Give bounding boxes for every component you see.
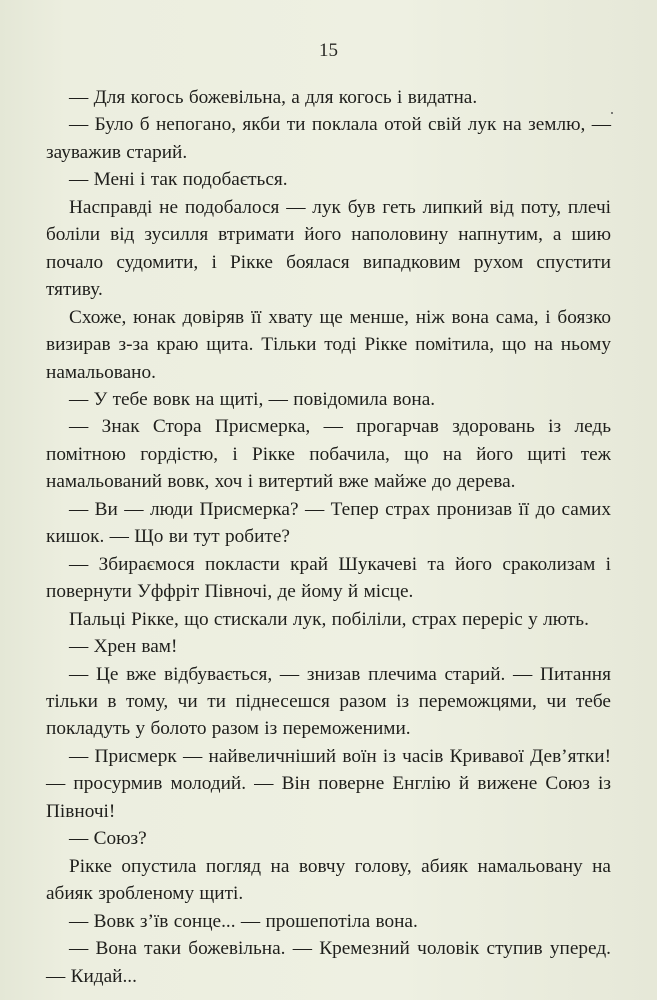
paragraph: Рікке опустила погляд на вовчу голову, абияк намальовану на абияк зробленому щиті. bbox=[46, 855, 611, 905]
paragraph: — Присмерк — найвеличніший воїн із часів Кривавої Дев’ятки! — просурмив молодий. — Він поверне Енглію й вижене Союз із Півночі! bbox=[46, 745, 611, 822]
paragraph: — Ви — люди Присмерка? — Тепер страх пронизав її до самих кишок. — Що ви тут робите? bbox=[46, 498, 611, 548]
paragraph: Пальці Рікке, що стискали лук, побіліли, страх переріс у лють. bbox=[69, 608, 589, 630]
ink-speck bbox=[611, 112, 613, 114]
paragraph: — Для когось божевільна, а для когось і видатна. bbox=[69, 87, 478, 108]
paragraph: — Союз? bbox=[69, 828, 147, 850]
paragraph: — Мені і так подобається. bbox=[69, 169, 288, 191]
paragraph: — Збираємося покласти край Шукачеві та його сраколизам і повернути Уффріт Півночі, де йому й місце. bbox=[46, 553, 611, 603]
paragraph: Насправді не подобалося — лук був геть липкий від поту, плечі боліли від зусилля втримати його наполовину напнутим, а шию почало судомити, і Рікке боялася випадковим рухом спустити тятиву. bbox=[46, 196, 611, 301]
paragraph: Схоже, юнак довіряв її хвату ще менше, ніж вона сама, і боязко визирав з-за краю щита. Тільки тоді Рікке помітила, що на ньому намальовано. bbox=[46, 306, 611, 383]
paragraph: — Хрен вам! bbox=[69, 636, 178, 658]
paragraph: — Знак Стора Присмерка, — прогарчав здоровань із ледь помітною гордістю, і Рікке побачила, що на його щиті теж намальований вовк, хоч і витертий вже майже до дерева. bbox=[46, 416, 611, 493]
paragraph: — Вовк з’їв сонце... — прошепотіла вона. bbox=[69, 910, 418, 932]
paragraph: — Вона таки божевільна. — Кремезний чоловік ступив уперед. — Кидай... bbox=[46, 938, 611, 987]
body-text bbox=[46, 84, 611, 990]
page-number: 15 bbox=[319, 40, 338, 61]
paragraph: — У тебе вовк на щиті, — повідомила вона. bbox=[69, 388, 436, 410]
paragraph: — Це вже відбувається, — знизав плечима старий. — Питання тільки в тому, чи ти піднесешся разом із переможцями, чи тебе покладуть у болото разом із переможеними. bbox=[46, 663, 611, 740]
paragraph: — Було б непогано, якби ти поклала отой свій лук на землю, — зауважив старий. bbox=[46, 114, 611, 163]
